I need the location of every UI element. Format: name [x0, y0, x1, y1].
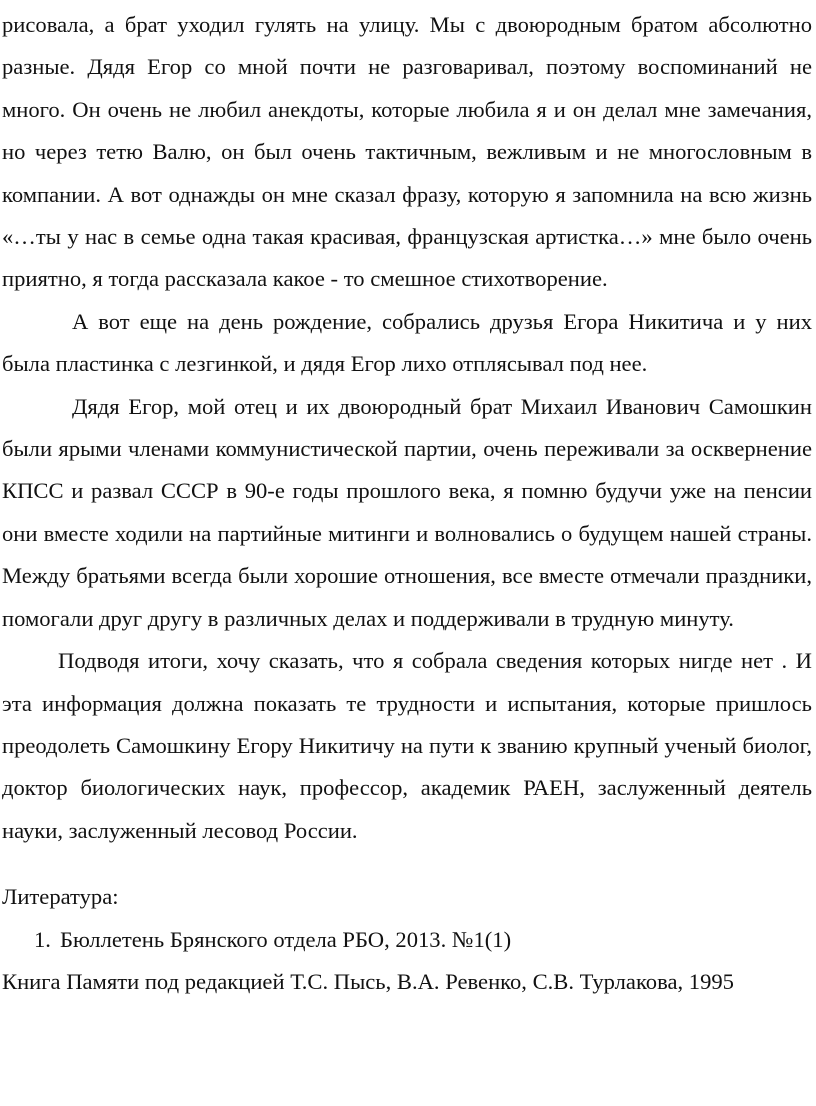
literature-item-number: 1.	[34, 926, 51, 952]
literature-heading: Литература:	[2, 884, 119, 910]
literature-item-text: Бюллетень Брянского отдела РБО, 2013. №1(1)	[60, 926, 512, 952]
paragraph-memories: рисовала, а брат уходил гулять на улицу. Мы с двоюродным братом абсолютно разные. Дядя Егор со мной почти не разговаривал, поэтому воспоминаний не много. Он очень не любил анекдоты, которые любила я и он делал мне замечания, но через тетю Валю, он был очень тактичным, вежливым и не многословным в компании. А вот однажды он мне сказал фразу, которую я запомнила на всю жизнь «…ты у нас в семье одна такая красивая, французская артистка…» мне было очень приятно, я тогда рассказала какое - то смешное стихотворение.	[2, 12, 812, 292]
paragraph-party: Дядя Егор, мой отец и их двоюродный брат Михаил Иванович Самошкин были ярыми членами коммунистической партии, очень переживали за осквернение КПСС и развал СССР в 90-е годы прошлого века, я помню будучи уже на пенсии они вместе ходили на партийные митинги и волновались о будущем нашей страны. Между братьями всегда были хорошие отношения, все вместе отмечали праздники, помогали друг другу в различных делах и поддерживали в трудную минуту.	[2, 393, 812, 631]
literature-list	[2, 919, 812, 961]
literature-item	[2, 919, 812, 961]
paragraph-conclusion: Подводя итоги, хочу сказать, что я собрала сведения которых нигде нет . И эта информация должна показать те трудности и испытания, которые пришлось преодолеть Самошкину Егору Никитичу на пути к званию крупный ученый биолог, доктор биологических наук, профессор, академик РАЕН, заслуженный деятель науки, заслуженный лесовод России.	[2, 648, 812, 843]
literature-extra: Книга Памяти под редакцией Т.С. Пысь, В.А. Ревенко, С.В. Турлакова, 1995	[2, 968, 734, 994]
paragraph-birthday: А вот еще на день рождение, собрались друзья Егора Никитича и у них была пластинка с лезгинкой, и дядя Егор лихо отплясывал под нее.	[2, 308, 812, 377]
